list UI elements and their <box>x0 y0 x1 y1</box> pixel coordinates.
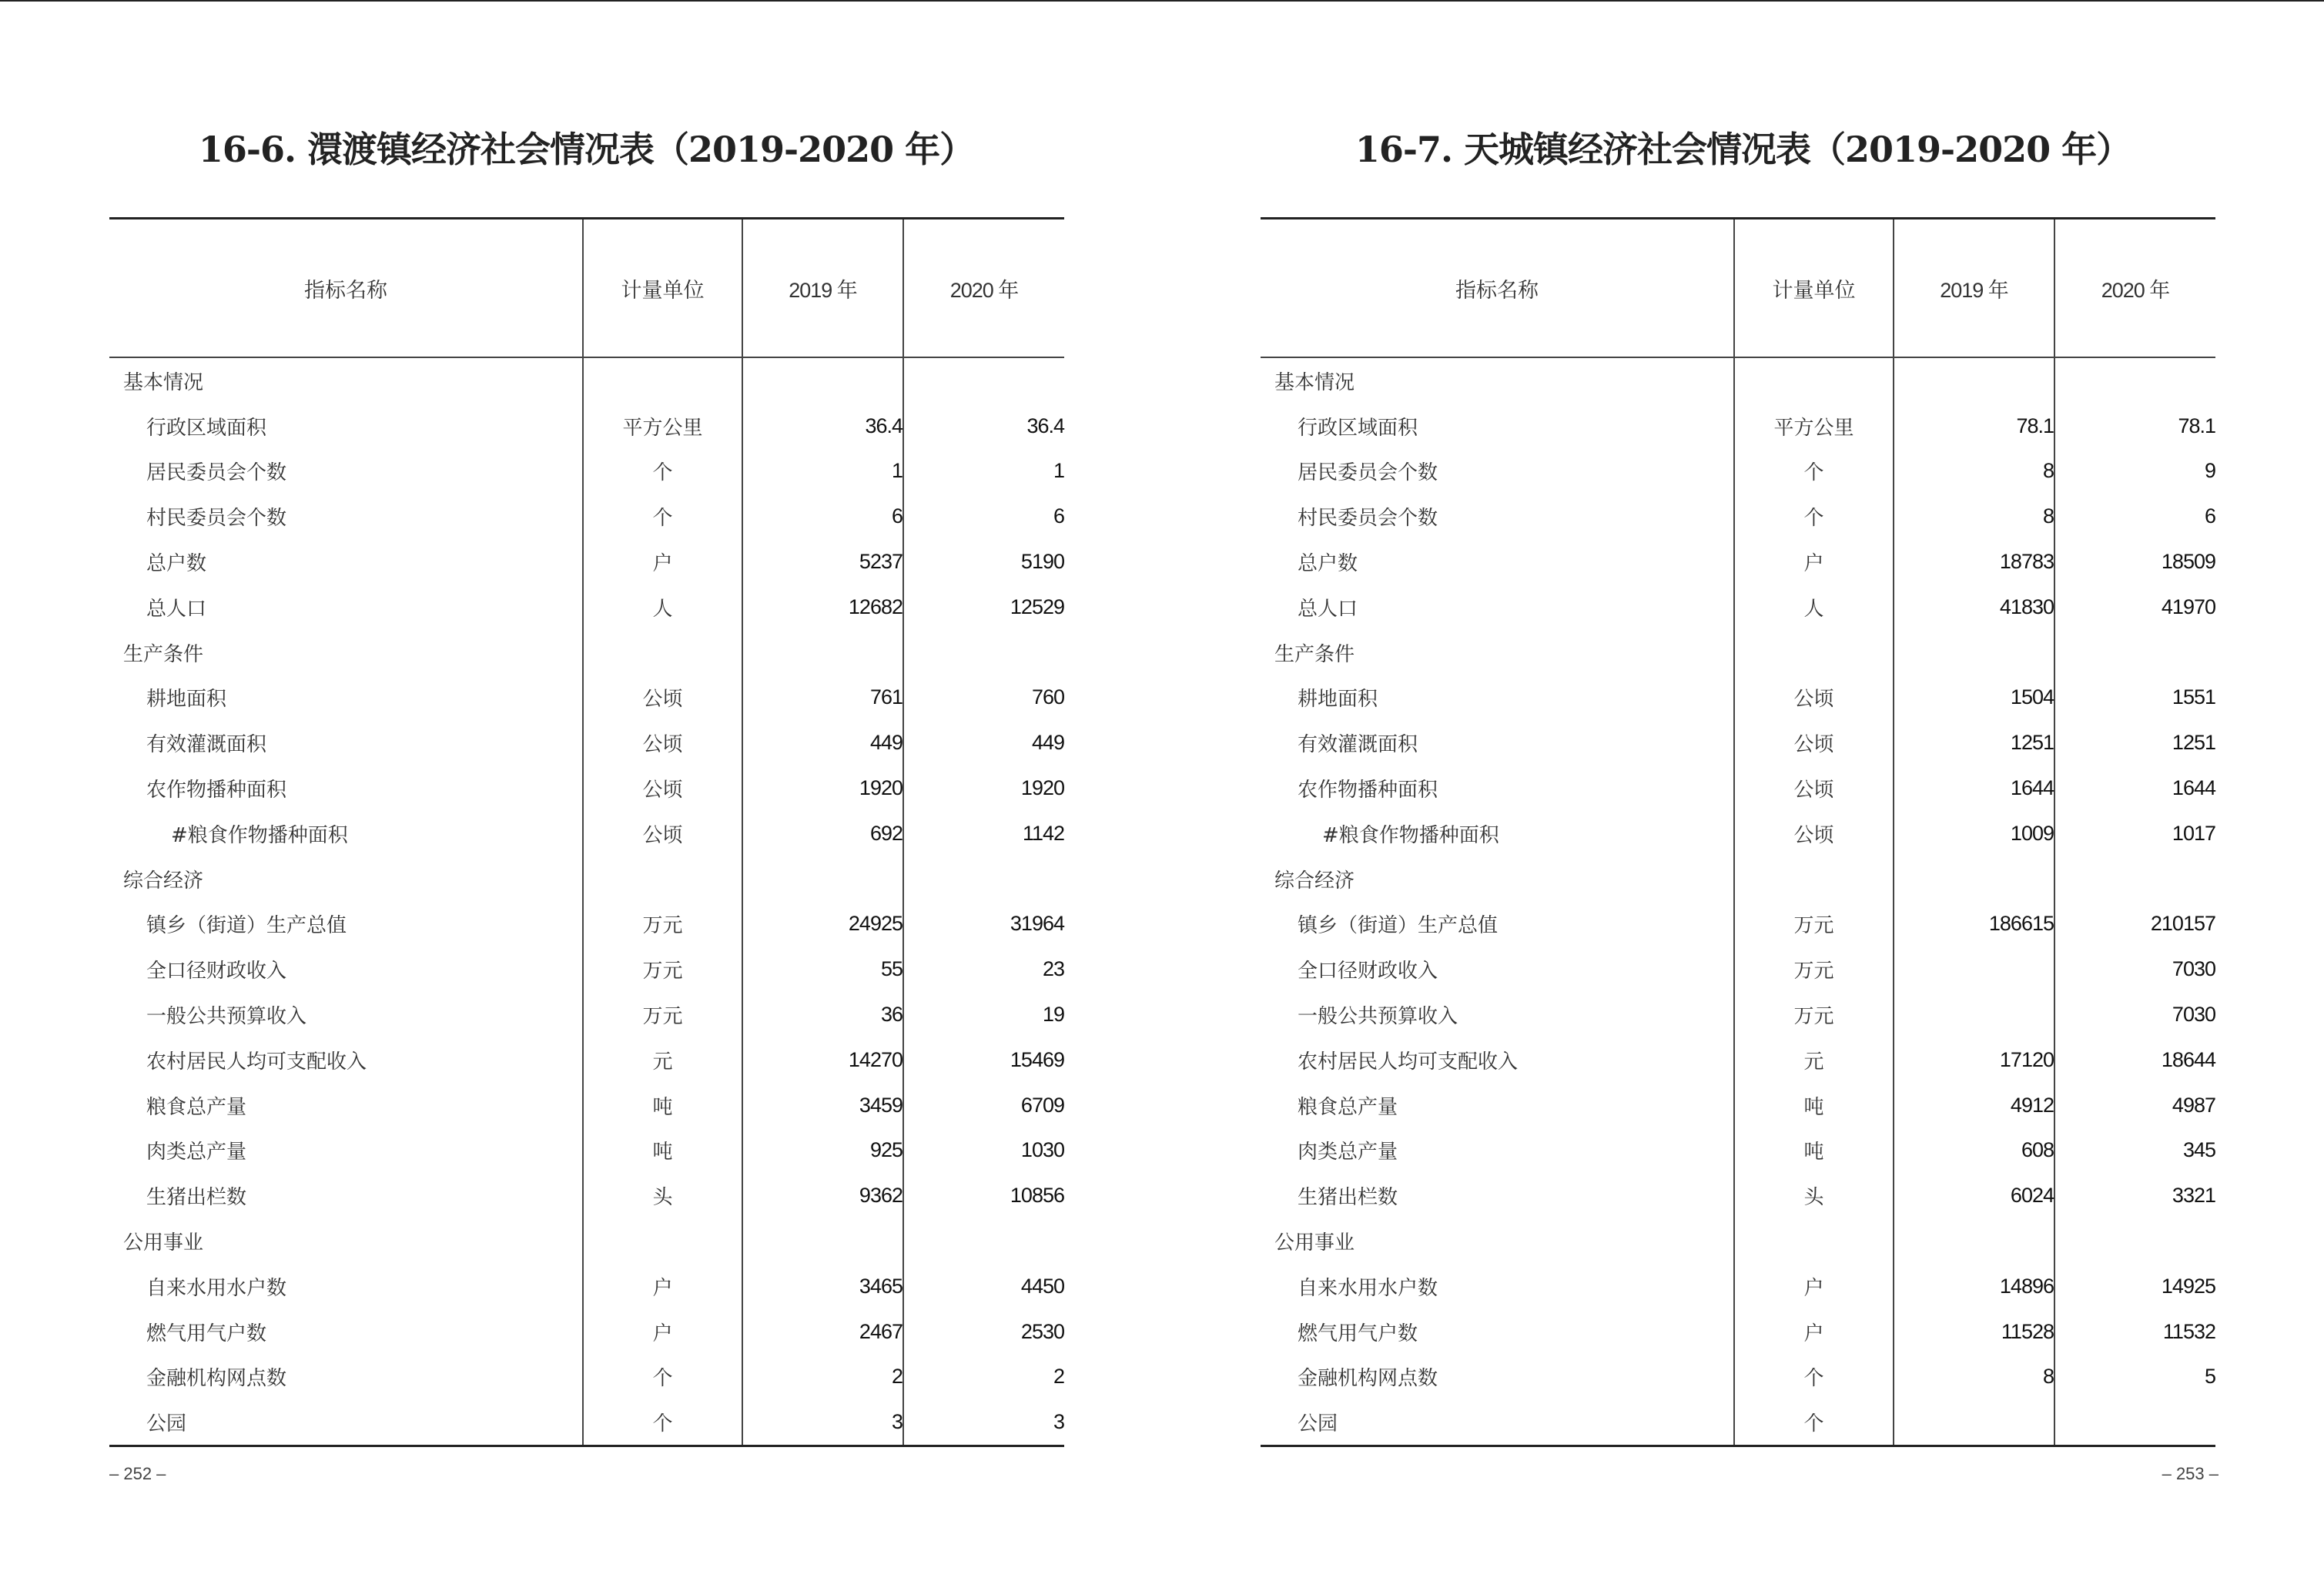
value-2019-cell: 8 <box>1894 449 2054 494</box>
unit-cell: 人 <box>583 585 742 630</box>
indicator-name-cell: 生猪出栏数 <box>1298 1186 1398 1210</box>
indicator-name-cell: 公用事业 <box>1274 1231 1355 1255</box>
unit-cell: 个 <box>1734 1355 1894 1400</box>
unit-cell: 户 <box>1734 539 1894 585</box>
indicator-name-cell: 生产条件 <box>1274 642 1355 666</box>
indicator-name-cell: 金融机构网点数 <box>1298 1367 1438 1391</box>
value-2019-cell: 1920 <box>742 766 903 811</box>
statistics-table <box>109 217 1064 1447</box>
unit-cell: 公顷 <box>1734 811 1894 856</box>
indicator-name-cell: 有效灌溉面积 <box>146 733 267 757</box>
value-2019-cell <box>742 630 903 675</box>
value-2019-cell: 2467 <box>742 1309 903 1355</box>
unit-cell: 个 <box>1734 1399 1894 1446</box>
section-row <box>109 856 1064 902</box>
unit-cell: 公顷 <box>583 675 742 721</box>
unit-cell: 万元 <box>583 946 742 992</box>
section-row <box>1261 856 2215 902</box>
unit-cell: 个 <box>1734 494 1894 539</box>
value-2020-cell <box>903 856 1064 902</box>
table-row <box>1261 946 2215 992</box>
value-2019-cell: 9362 <box>742 1173 903 1218</box>
indicator-name-cell: 基本情况 <box>1274 370 1355 394</box>
header-year-2020-label: 2020 年 <box>949 278 1019 302</box>
value-2019-cell: 12682 <box>742 585 903 630</box>
table-row <box>1261 1399 2215 1446</box>
value-2020-cell: 1644 <box>2054 766 2215 811</box>
value-2020-cell: 7030 <box>2054 992 2215 1037</box>
table-row <box>109 449 1064 494</box>
value-2020-cell <box>2054 357 2215 404</box>
indicator-name-cell: 综合经济 <box>123 869 204 893</box>
unit-cell: 户 <box>583 1309 742 1355</box>
page-number: – 253 – <box>2162 1464 2219 1483</box>
unit-cell <box>1734 357 1894 404</box>
value-2019-cell: 1504 <box>1894 675 2054 721</box>
indicator-name-cell: 总户数 <box>146 552 207 576</box>
unit-cell: 头 <box>1734 1173 1894 1218</box>
value-2020-cell: 5190 <box>903 539 1064 585</box>
table-row <box>109 811 1064 856</box>
unit-cell: 公顷 <box>583 811 742 856</box>
indicator-name-cell: 镇乡（街道）生产总值 <box>1298 914 1499 938</box>
header-year-2020 <box>903 219 1064 358</box>
indicator-name-cell: #粮食作物播种面积 <box>1322 823 1499 847</box>
value-2020-cell: 6709 <box>903 1083 1064 1128</box>
value-2020-cell <box>2054 856 2215 902</box>
indicator-name-cell: 农村居民人均可支配收入 <box>146 1050 367 1074</box>
value-2020-cell: 4987 <box>2054 1083 2215 1128</box>
table-row <box>1261 1309 2215 1355</box>
value-2019-cell: 1251 <box>1894 720 2054 766</box>
value-2019-cell: 14270 <box>742 1037 903 1083</box>
value-2019-cell: 3459 <box>742 1083 903 1128</box>
value-2019-cell: 2 <box>742 1355 903 1400</box>
value-2019-cell <box>1894 1399 2054 1446</box>
indicator-name-cell: 农村居民人均可支配收入 <box>1298 1050 1519 1074</box>
table-row <box>109 494 1064 539</box>
unit-cell: 吨 <box>1734 1128 1894 1174</box>
indicator-name-cell: 村民委员会个数 <box>1298 507 1438 531</box>
section-row <box>109 357 1064 404</box>
value-2020-cell: 31964 <box>903 902 1064 947</box>
unit-cell: 万元 <box>583 992 742 1037</box>
value-2020-cell: 19 <box>903 992 1064 1037</box>
unit-cell: 万元 <box>1734 946 1894 992</box>
value-2019-cell: 1009 <box>1894 811 2054 856</box>
table-row <box>1261 1264 2215 1309</box>
table-row <box>109 766 1064 811</box>
page-title: 16-6. 澴渡镇经济社会情况表（2019-2020 年） <box>198 129 975 170</box>
value-2020-cell <box>2054 1399 2215 1446</box>
header-unit: 计量单位 <box>1734 219 1894 358</box>
indicator-name-cell: 一般公共预算收入 <box>1298 1005 1458 1029</box>
right-page <box>1162 0 2324 1588</box>
value-2020-cell: 6 <box>2054 494 2215 539</box>
value-2019-cell: 14896 <box>1894 1264 2054 1309</box>
value-2019-cell: 36 <box>742 992 903 1037</box>
unit-cell: 头 <box>583 1173 742 1218</box>
indicator-name-cell: 基本情况 <box>123 370 204 394</box>
unit-cell: 公顷 <box>1734 720 1894 766</box>
indicator-name-cell: 燃气用气户数 <box>1298 1322 1418 1345</box>
value-2020-cell: 345 <box>2054 1128 2215 1174</box>
indicator-name-cell: 行政区域面积 <box>1298 416 1418 440</box>
table-row <box>109 1309 1064 1355</box>
unit-cell: 元 <box>1734 1037 1894 1083</box>
table-header-row <box>1261 219 2215 358</box>
unit-cell <box>583 630 742 675</box>
unit-cell: 公顷 <box>583 766 742 811</box>
value-2020-cell: 3 <box>903 1399 1064 1446</box>
value-2019-cell: 608 <box>1894 1128 2054 1174</box>
table-row <box>109 1355 1064 1400</box>
value-2019-cell: 24925 <box>742 902 903 947</box>
value-2020-cell: 1920 <box>903 766 1064 811</box>
indicator-name-cell: 农作物播种面积 <box>146 779 287 802</box>
value-2019-cell: 449 <box>742 720 903 766</box>
indicator-name-cell: 自来水用水户数 <box>1298 1276 1438 1300</box>
indicator-name-cell: 行政区域面积 <box>146 416 267 440</box>
value-2019-cell: 925 <box>742 1128 903 1174</box>
value-2019-cell: 18783 <box>1894 539 2054 585</box>
unit-cell: 户 <box>583 1264 742 1309</box>
table-row <box>1261 404 2215 449</box>
unit-cell: 个 <box>1734 449 1894 494</box>
table-row <box>1261 1173 2215 1218</box>
value-2019-cell: 17120 <box>1894 1037 2054 1083</box>
header-unit: 计量单位 <box>583 219 742 358</box>
unit-cell: 万元 <box>583 902 742 947</box>
table-row <box>1261 720 2215 766</box>
value-2019-cell: 11528 <box>1894 1309 2054 1355</box>
section-row <box>1261 357 2215 404</box>
unit-cell: 个 <box>583 1355 742 1400</box>
value-2019-cell: 41830 <box>1894 585 2054 630</box>
value-2020-cell: 23 <box>903 946 1064 992</box>
header-year-2020-label: 2020 年 <box>2101 278 2170 302</box>
value-2019-cell <box>1894 1218 2054 1264</box>
table-row <box>109 946 1064 992</box>
table-header-row <box>109 219 1064 358</box>
value-2020-cell: 10856 <box>903 1173 1064 1218</box>
indicator-name-cell: 肉类总产量 <box>146 1141 247 1164</box>
value-2020-cell: 41970 <box>2054 585 2215 630</box>
value-2020-cell: 2530 <box>903 1309 1064 1355</box>
table-row <box>1261 766 2215 811</box>
value-2020-cell: 9 <box>2054 449 2215 494</box>
indicator-name-cell: 镇乡（街道）生产总值 <box>146 914 347 938</box>
table-row <box>109 1399 1064 1446</box>
value-2019-cell <box>1894 992 2054 1037</box>
value-2019-cell: 1644 <box>1894 766 2054 811</box>
unit-cell: 万元 <box>1734 902 1894 947</box>
value-2020-cell <box>903 1218 1064 1264</box>
value-2020-cell: 5 <box>2054 1355 2215 1400</box>
header-year-2019 <box>742 219 903 358</box>
unit-cell: 元 <box>583 1037 742 1083</box>
indicator-name-cell: 公用事业 <box>123 1231 204 1255</box>
unit-cell <box>583 856 742 902</box>
table-row <box>1261 675 2215 721</box>
value-2019-cell <box>1894 856 2054 902</box>
indicator-name-cell: 有效灌溉面积 <box>1298 733 1418 757</box>
header-year-2020 <box>2054 219 2215 358</box>
unit-cell: 个 <box>583 1399 742 1446</box>
value-2020-cell: 15469 <box>903 1037 1064 1083</box>
section-row <box>109 630 1064 675</box>
value-2019-cell: 4912 <box>1894 1083 2054 1128</box>
value-2019-cell <box>742 357 903 404</box>
value-2019-cell <box>742 856 903 902</box>
unit-cell: 户 <box>583 539 742 585</box>
section-row <box>1261 630 2215 675</box>
value-2020-cell: 4450 <box>903 1264 1064 1309</box>
section-row <box>109 1218 1064 1264</box>
unit-cell: 个 <box>583 449 742 494</box>
value-2019-cell <box>1894 630 2054 675</box>
value-2020-cell: 2 <box>903 1355 1064 1400</box>
indicator-name-cell: 耕地面积 <box>146 688 227 712</box>
table-row <box>1261 811 2215 856</box>
page-title: 16-7. 天城镇经济社会情况表（2019-2020 年） <box>1355 129 2131 170</box>
value-2020-cell: 1 <box>903 449 1064 494</box>
unit-cell: 人 <box>1734 585 1894 630</box>
header-year-2019 <box>1894 219 2054 358</box>
value-2019-cell: 1 <box>742 449 903 494</box>
value-2019-cell: 186615 <box>1894 902 2054 947</box>
indicator-name-cell: 耕地面积 <box>1298 688 1378 712</box>
indicator-name-cell: 居民委员会个数 <box>146 461 287 485</box>
value-2020-cell <box>2054 630 2215 675</box>
unit-cell: 公顷 <box>1734 675 1894 721</box>
value-2020-cell: 7030 <box>2054 946 2215 992</box>
table-row <box>1261 902 2215 947</box>
value-2020-cell: 78.1 <box>2054 404 2215 449</box>
value-2019-cell: 78.1 <box>1894 404 2054 449</box>
value-2020-cell: 1251 <box>2054 720 2215 766</box>
unit-cell: 吨 <box>1734 1083 1894 1128</box>
value-2019-cell: 761 <box>742 675 903 721</box>
value-2019-cell: 5237 <box>742 539 903 585</box>
indicator-name-cell: 生猪出栏数 <box>146 1186 247 1210</box>
indicator-name-cell: 居民委员会个数 <box>1298 461 1438 485</box>
indicator-name-cell: 总户数 <box>1298 552 1358 576</box>
table-row <box>109 1264 1064 1309</box>
unit-cell: 万元 <box>1734 992 1894 1037</box>
value-2020-cell: 6 <box>903 494 1064 539</box>
table-row <box>1261 992 2215 1037</box>
table-row <box>1261 585 2215 630</box>
indicator-name-cell: 金融机构网点数 <box>146 1367 287 1391</box>
table-row <box>109 992 1064 1037</box>
header-indicator-name: 指标名称 <box>109 219 583 358</box>
value-2019-cell: 692 <box>742 811 903 856</box>
unit-cell <box>1734 856 1894 902</box>
value-2019-cell: 8 <box>1894 494 2054 539</box>
unit-cell: 个 <box>583 494 742 539</box>
value-2020-cell <box>903 630 1064 675</box>
value-2020-cell <box>903 357 1064 404</box>
table-row <box>1261 1083 2215 1128</box>
unit-cell <box>583 1218 742 1264</box>
value-2020-cell: 1017 <box>2054 811 2215 856</box>
value-2020-cell: 3321 <box>2054 1173 2215 1218</box>
value-2020-cell: 760 <box>903 675 1064 721</box>
value-2019-cell: 8 <box>1894 1355 2054 1400</box>
table-row <box>109 902 1064 947</box>
indicator-name-cell: 一般公共预算收入 <box>146 1005 307 1029</box>
table-row <box>109 675 1064 721</box>
table-row <box>109 720 1064 766</box>
indicator-name-cell: 粮食总产量 <box>146 1095 247 1119</box>
table-row <box>109 1173 1064 1218</box>
statistics-table <box>1261 217 2215 1447</box>
indicator-name-cell: 全口径财政收入 <box>1298 960 1438 983</box>
indicator-name-cell: 综合经济 <box>1274 869 1355 893</box>
section-row <box>1261 1218 2215 1264</box>
table-row <box>1261 539 2215 585</box>
table-row <box>1261 449 2215 494</box>
table-row <box>109 1037 1064 1083</box>
value-2020-cell: 36.4 <box>903 404 1064 449</box>
unit-cell <box>583 357 742 404</box>
table-body <box>1261 357 2215 1446</box>
unit-cell <box>1734 1218 1894 1264</box>
unit-cell: 公顷 <box>583 720 742 766</box>
unit-cell: 户 <box>1734 1264 1894 1309</box>
unit-cell: 吨 <box>583 1128 742 1174</box>
unit-cell <box>1734 630 1894 675</box>
value-2019-cell <box>1894 946 2054 992</box>
unit-cell: 吨 <box>583 1083 742 1128</box>
indicator-name-cell: 生产条件 <box>123 642 204 666</box>
indicator-name-cell: 农作物播种面积 <box>1298 779 1438 802</box>
page-number: – 252 – <box>109 1464 166 1483</box>
unit-cell: 平方公里 <box>1734 404 1894 449</box>
table-row <box>109 1128 1064 1174</box>
value-2019-cell <box>1894 357 2054 404</box>
value-2020-cell: 18644 <box>2054 1037 2215 1083</box>
unit-cell: 平方公里 <box>583 404 742 449</box>
value-2020-cell: 18509 <box>2054 539 2215 585</box>
value-2019-cell: 3 <box>742 1399 903 1446</box>
table-row <box>109 1083 1064 1128</box>
indicator-name-cell: 总人口 <box>146 597 207 621</box>
indicator-name-cell: 村民委员会个数 <box>146 507 287 531</box>
value-2020-cell: 1551 <box>2054 675 2215 721</box>
value-2020-cell: 210157 <box>2054 902 2215 947</box>
indicator-name-cell: 燃气用气户数 <box>146 1322 267 1345</box>
value-2020-cell: 1142 <box>903 811 1064 856</box>
indicator-name-cell: 全口径财政收入 <box>146 960 287 983</box>
value-2019-cell <box>742 1218 903 1264</box>
unit-cell: 户 <box>1734 1309 1894 1355</box>
indicator-name-cell: 总人口 <box>1298 597 1358 621</box>
table-row <box>1261 1128 2215 1174</box>
indicator-name-cell: 粮食总产量 <box>1298 1095 1398 1119</box>
header-year-2019-label: 2019 年 <box>789 278 857 302</box>
table-row <box>109 539 1064 585</box>
unit-cell: 公顷 <box>1734 766 1894 811</box>
value-2020-cell: 449 <box>903 720 1064 766</box>
table-row <box>109 585 1064 630</box>
value-2019-cell: 36.4 <box>742 404 903 449</box>
value-2020-cell: 1030 <box>903 1128 1064 1174</box>
value-2019-cell: 55 <box>742 946 903 992</box>
value-2020-cell: 12529 <box>903 585 1064 630</box>
indicator-name-cell: 自来水用水户数 <box>146 1276 287 1300</box>
indicator-name-cell: 公园 <box>1261 1399 1734 1446</box>
indicator-name-cell: 肉类总产量 <box>1298 1141 1398 1164</box>
value-2019-cell: 6 <box>742 494 903 539</box>
value-2019-cell: 3465 <box>742 1264 903 1309</box>
table-row <box>109 404 1064 449</box>
indicator-name-cell: 公园 <box>109 1399 583 1446</box>
value-2019-cell: 6024 <box>1894 1173 2054 1218</box>
header-indicator-name: 指标名称 <box>1261 219 1734 358</box>
table-body <box>109 357 1064 1446</box>
value-2020-cell: 14925 <box>2054 1264 2215 1309</box>
table-row <box>1261 1037 2215 1083</box>
header-year-2019-label: 2019 年 <box>1940 278 2008 302</box>
value-2020-cell <box>2054 1218 2215 1264</box>
table-row <box>1261 1355 2215 1400</box>
indicator-name-cell: #粮食作物播种面积 <box>171 823 348 847</box>
value-2020-cell: 11532 <box>2054 1309 2215 1355</box>
table-row <box>1261 494 2215 539</box>
